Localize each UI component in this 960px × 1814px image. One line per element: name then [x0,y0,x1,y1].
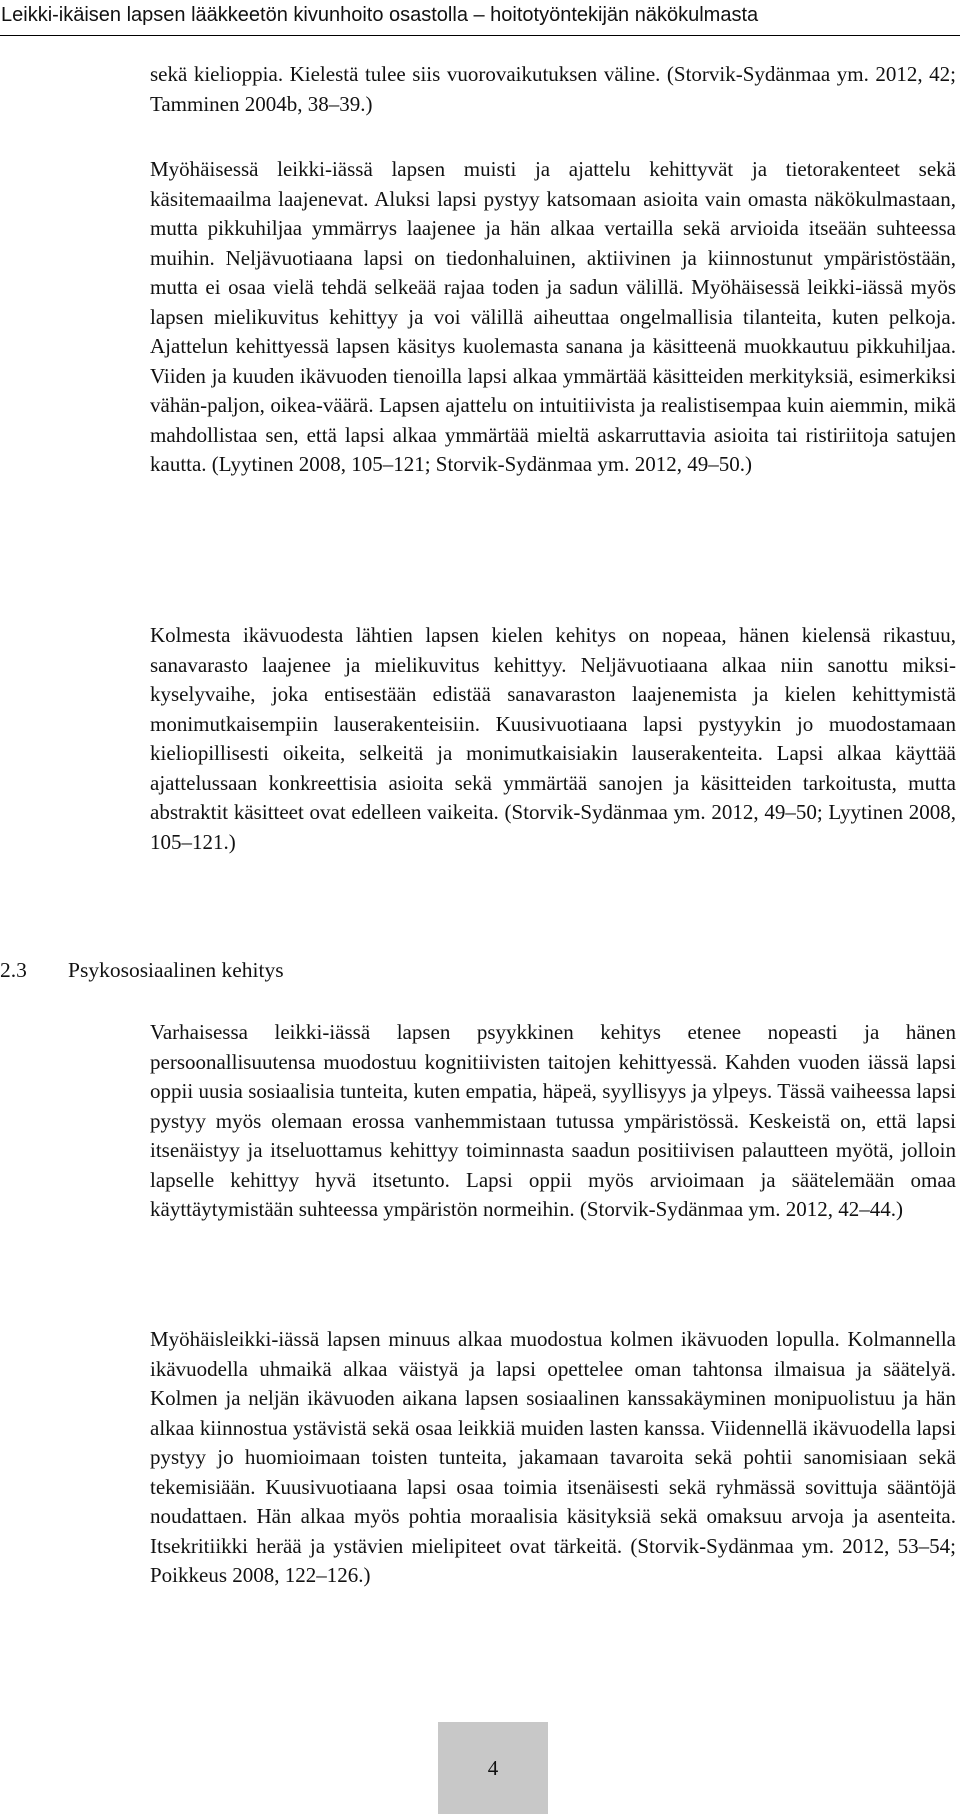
section-title: Psykososiaalinen kehitys [68,958,284,982]
page-number: 4 [487,1756,499,1780]
body-paragraph: sekä kielioppia. Kielestä tulee siis vuorovaikutuksen väline. (Storvik-Sydänmaa ym. 2012, 42; Tamminen 2004b, 38–39.) [150,62,956,116]
body-paragraph: Myöhäisleikki-iässä lapsen minuus alkaa muodostua kolmen ikävuoden lopulla. Kolmannella ikävuodella uhmaikä alkaa väistyä ja lapsi opettelee oman tahtonsa ilmaisua ja säätelyä. Kolmen ja neljän ikävuoden aikana lapsen sosiaalinen kanssakäyminen monipuolistuu ja hän alkaa kiinnostua ystävistä sekä osaa leikkiä muiden lasten kanssa. Viidennellä ikävuodella lapsi pystyy jo huomioimaan toisten tunteita, jakamaan tavaroita sekä pohtii sanomisiaan sekä tekemisiään. Kuusivuotiaana lapsi osaa toimia itsenäisesti sekä ryhmässä sovittuja sääntöjä noudattaen. Hän alkaa myös pohtia moraalisia käsityksiä sekä omaksuu arvoja ja asenteita. Itsekritiikki herää ja ystävien mielipiteet ovat tärkeitä. (Storvik-Sydänmaa ym. 2012, 53–54; Poikkeus 2008, 122–126.) [150,1327,956,1587]
running-header-title: Leikki-ikäisen lapsen lääkkeetön kivunhoito osastolla – hoitotyöntekijän näkökulmasta [1,4,759,26]
section-number: 2.3 [0,958,27,982]
body-paragraph: Varhaisessa leikki-iässä lapsen psyykkinen kehitys etenee nopeasti ja hänen persoonallisuutensa muodostuu kognitiivisten taitojen kehittyessä. Kahden vuoden iässä lapsi oppii uusia sosiaalisia tunteita, kuten empatia, häpeä, syyllisyys ja ylpeys. Tässä vaiheessa lapsi pystyy myös olemaan erossa vanhemmistaan tutussa ympäristössä. Keskeistä on, että lapsi itsenäistyy ja itseluottamus kehittyy toiminnasta saadun positiivisen palautteen myötä, jolloin lapselle kehittyy hyvä itsetunto. Lapsi oppii myös arvioimaan ja säätelemään omaa käyttäytymistään suhteessa ympäristön normeihin. (Storvik-Sydänmaa ym. 2012, 42–44.) [150,1020,956,1221]
body-paragraph: Kolmesta ikävuodesta lähtien lapsen kielen kehitys on nopeaa, hänen kielensä rikastuu, sanavarasto laajenee ja mielikuvitus kehittyy. Neljävuotiaana alkaa niin sanottu miksi-kyselyvaihe, joka entisestään edistää sanavaraston laajenemista ja kielen kehittymistä monimutkaisempiin lauserakenteisiin. Kuusivuotiaana lapsi pystyykin jo muodostamaan kieliopillisesti oikeita, selkeitä ja monimutkaisiakin lauserakenteita. Lapsi alkaa käyttää ajattelussaan konkreettisia asioita sekä ymmärtää sanojen ja käsitteiden tarkoitusta, mutta abstraktit käsitteet ovat edelleen vaikeita. (Storvik-Sydänmaa ym. 2012, 49–50; Lyytinen 2008, 105–121.) [150,623,956,854]
body-paragraph: Myöhäisessä leikki-iässä lapsen muisti ja ajattelu kehittyvät ja tietorakenteet sekä käsitemaailma laajenevat. Aluksi lapsi pystyy katsomaan asioita vain omasta näkökulmastaan, mutta pikkuhiljaa ymmärrys laajenee ja hän alkaa vertailla sekä arvioida itseään suhteessa muihin. Neljävuotiaana lapsi on tiedonhaluinen, aktiivinen ja kiinnostunut ympäristöstään, mutta ei osaa vielä tehdä selkeää rajaa toden ja sadun välillä. Myöhäisessä leikki-iässä myös lapsen mielikuvitus kehittyy ja voi välillä aiheuttaa ongelmallisia tilanteita, kuten pelkoja. Ajattelun kehittyessä lapsen käsitys kuolemasta sanana ja käsitteenä muokkautuu pikkuhiljaa. Viiden ja kuuden ikävuoden tienoilla lapsi alkaa ymmärtää käsitteiden merkityksiä, esimerkiksi vähän-paljon, oikea-väärä. Lapsen ajattelu on intuitiivista ja realistisempaa kuin aiemmin, mikä mahdollistaa sen, että lapsi alkaa ymmärtää mieltä askarruttavia asioita tai ristiriitoja satujen kautta. (Lyytinen 2008, 105–121; Storvik-Sydänmaa ym. 2012, 49–50.) [150,157,956,476]
running-header [0,0,960,36]
section-heading [0,955,284,985]
page-number-box [438,1722,548,1814]
